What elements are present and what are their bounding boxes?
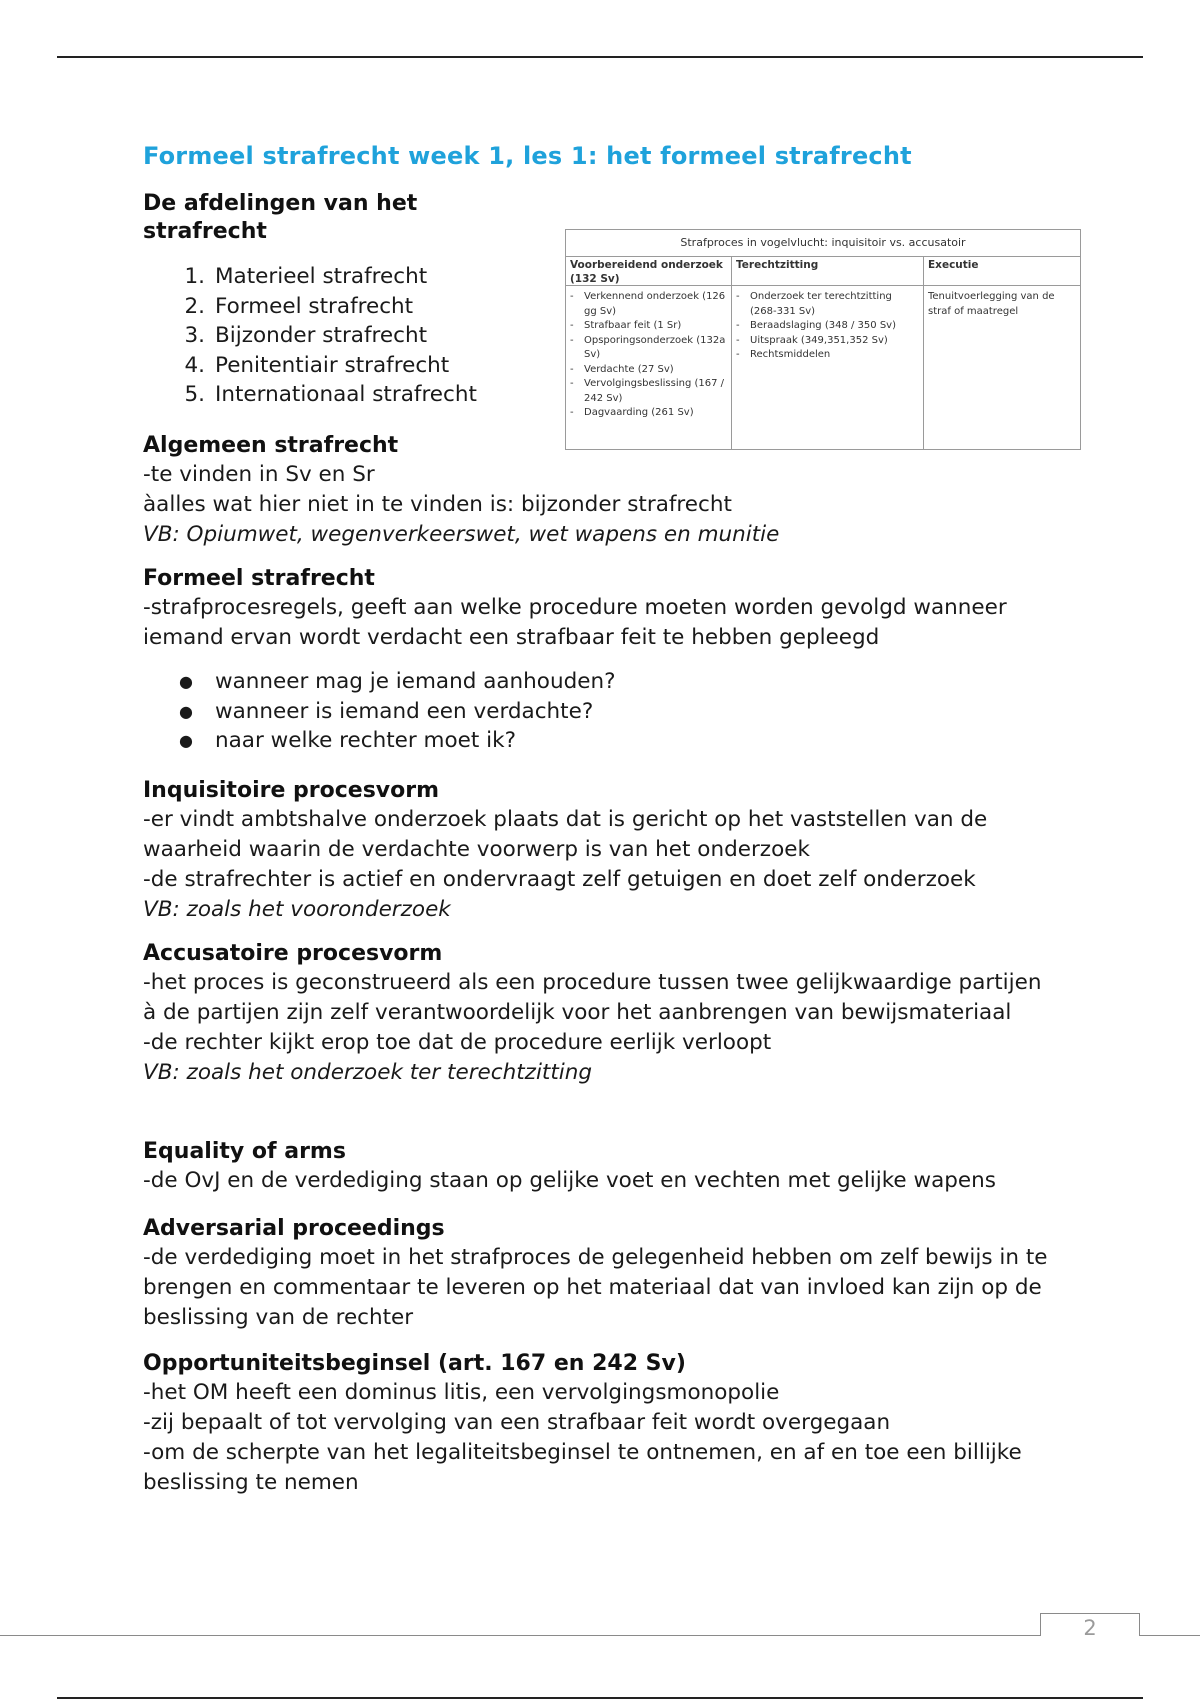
section-opportuniteit bbox=[143, 1350, 1083, 1498]
section-heading: Opportuniteitsbeginsel (art. 167 en 242 Sv) bbox=[143, 1351, 686, 1376]
list-item: ● wanneer is iemand een verdachte? bbox=[179, 698, 594, 724]
example-text: VB: zoals het vooronderzoek bbox=[143, 897, 451, 922]
section-heading: Accusatoire procesvorm bbox=[143, 941, 443, 966]
page-title: Formeel strafrecht week 1, les 1: het formeel strafrecht bbox=[143, 142, 912, 170]
section-heading: Formeel strafrecht bbox=[143, 566, 375, 591]
table-column-voorbereidend bbox=[566, 256, 732, 449]
table-column-header: Voorbereidend onderzoek (132 Sv) bbox=[566, 256, 731, 286]
paragraph: -de strafrechter is actief en ondervraagt zelf getuigen en doet zelf onderzoek bbox=[143, 867, 976, 892]
divisions-heading: De afdelingen van het strafrecht bbox=[143, 191, 418, 244]
list-item: 4. Penitentiair strafrecht bbox=[184, 352, 450, 378]
bullet-list bbox=[143, 667, 1083, 756]
section-algemeen bbox=[143, 432, 1083, 550]
section-heading: Algemeen strafrecht bbox=[143, 433, 399, 458]
table-item: - Beraadslaging (348 / 350 Sv) bbox=[736, 320, 896, 331]
list-item: 2. Formeel strafrecht bbox=[184, 293, 414, 319]
table-column-executie bbox=[924, 256, 1080, 449]
table-item: - Onderzoek ter terechtzitting (268-331 Sv) bbox=[736, 291, 892, 317]
list-item: ● wanneer mag je iemand aanhouden? bbox=[179, 669, 616, 694]
paragraph: -de rechter kijkt erop toe dat de procedure eerlijk verloopt bbox=[143, 1030, 772, 1055]
table-item: - Opsporingsonderzoek (132a Sv) bbox=[570, 334, 726, 360]
paragraph: -er vindt ambtshalve onderzoek plaats dat is gericht op het vaststellen van de waarheid waarin de verdachte voorwerp is van het onderzoek bbox=[143, 807, 988, 862]
table-item: - Strafbaar feit (1 Sr) bbox=[570, 320, 682, 331]
section-adversarial bbox=[143, 1215, 1083, 1333]
table-item: - Vervolgingsbeslissing (167 / 242 Sv) bbox=[570, 378, 725, 404]
divisions-list bbox=[143, 262, 563, 410]
section-heading: Adversarial proceedings bbox=[143, 1216, 445, 1241]
paragraph: -het OM heeft een dominus litis, een vervolgingsmonopolie bbox=[143, 1380, 780, 1405]
example-text: VB: zoals het onderzoek ter terechtzitting bbox=[143, 1060, 593, 1085]
section-formeel bbox=[143, 565, 1083, 756]
table-item: Tenuitvoerlegging van de straf of maatregel bbox=[928, 291, 1055, 317]
table-item: - Verkennend onderzoek (126 gg Sv) bbox=[570, 291, 726, 317]
paragraph: -te vinden in Sv en Sr bbox=[143, 462, 375, 487]
table-item: - Uitspraak (349,351,352 Sv) bbox=[736, 334, 888, 346]
paragraph: -de verdediging moet in het strafproces de gelegenheid hebben om zelf bewijs in te brengen en commentaar te leveren op het materiaal dat van invloed kan zijn op de beslissing van de rechter bbox=[143, 1245, 1048, 1330]
list-item: 1. Materieel strafrecht bbox=[184, 264, 428, 289]
section-heading: Inquisitoire procesvorm bbox=[143, 778, 440, 803]
section-heading: Equality of arms bbox=[143, 1139, 346, 1164]
table-column-header: Executie bbox=[924, 256, 1080, 286]
table-column-terechtzitting bbox=[732, 256, 924, 449]
list-item: ● naar welke rechter moet ik? bbox=[179, 728, 516, 753]
list-item: 5. Internationaal strafrecht bbox=[184, 382, 477, 407]
table-item: - Verdachte (27 Sv) bbox=[570, 363, 674, 375]
table-item: - Dagvaarding (261 Sv) bbox=[570, 407, 694, 418]
header-rule bbox=[57, 56, 1143, 58]
table-item: - Rechtsmiddelen bbox=[736, 349, 831, 360]
example-text: VB: Opiumwet, wegenverkeerswet, wet wapens en munitie bbox=[143, 522, 780, 547]
paragraph: -strafprocesregels, geeft aan welke procedure moeten worden gevolgd wanneer iemand ervan wordt verdacht een strafbaar feit te hebben gepleegd bbox=[143, 595, 1007, 650]
bottom-rule bbox=[57, 1697, 1143, 1699]
section-accusatoir bbox=[143, 940, 1083, 1088]
table-caption: Strafproces in vogelvlucht: inquisitoir vs. accusatoir bbox=[566, 230, 1080, 257]
paragraph: -de OvJ en de verdediging staan op gelijke voet en vechten met gelijke wapens bbox=[143, 1168, 996, 1193]
paragraph: àalles wat hier niet in te vinden is: bijzonder strafrecht bbox=[143, 492, 732, 517]
table-column-header: Terechtzitting bbox=[732, 256, 923, 286]
paragraph: -het proces is geconstrueerd als een procedure tussen twee gelijkwaardige partijen bbox=[143, 970, 1042, 995]
section-inquisitoir bbox=[143, 777, 1083, 925]
paragraph: -zij bepaalt of tot vervolging van een strafbaar feit wordt overgegaan bbox=[143, 1410, 891, 1435]
paragraph: à de partijen zijn zelf verantwoordelijk voor het aanbrengen van bewijsmateriaal bbox=[143, 1000, 1012, 1025]
procedure-table-image bbox=[565, 229, 1081, 450]
footer-rule bbox=[0, 1635, 1200, 1636]
list-item: 3. Bijzonder strafrecht bbox=[184, 323, 427, 348]
section-equality bbox=[143, 1138, 1083, 1196]
paragraph: -om de scherpte van het legaliteitsbeginsel te ontnemen, en af en toe een billijke beslissing te nemen bbox=[143, 1440, 1022, 1495]
page-number: 2 bbox=[1040, 1613, 1140, 1636]
